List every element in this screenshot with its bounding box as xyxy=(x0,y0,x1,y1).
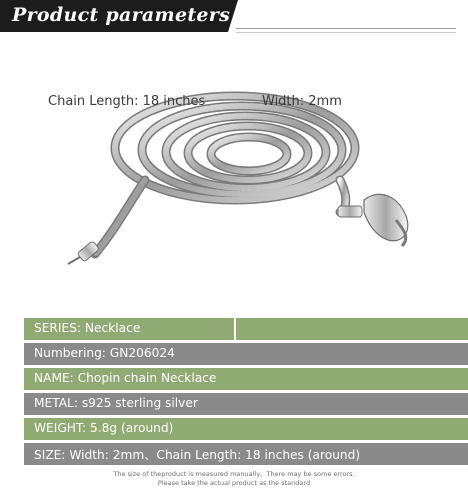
chain-necklace-image xyxy=(20,40,450,315)
row-weight xyxy=(24,418,468,440)
row-size xyxy=(24,443,468,465)
disclaimer-line-1: The size of theproduct is measured manually。There may be some errors. xyxy=(113,470,355,478)
parameters-table xyxy=(24,318,468,468)
disclaimer-line-2: Please take the actual product as the standard xyxy=(157,478,311,487)
page-title: Product parameters xyxy=(12,4,231,26)
weight-value: WEIGHT: 5.8g (around) xyxy=(34,421,174,435)
header-divider-lower xyxy=(236,32,456,33)
row-series xyxy=(24,318,468,340)
row-numbering xyxy=(24,343,468,365)
size-value: SIZE: Width: 2mm、Chain Length: 18 inches (around) xyxy=(34,448,361,462)
header xyxy=(0,0,468,34)
metal-value: METAL: s925 sterling silver xyxy=(34,396,198,410)
row-metal xyxy=(24,393,468,415)
numbering-value: Numbering: GN206024 xyxy=(34,346,175,360)
row-name xyxy=(24,368,468,390)
width-label: Width: 2mm xyxy=(262,94,342,109)
chain-length-label: Chain Length: 18 inches xyxy=(48,94,206,109)
name-value: NAME: Chopin chain Necklace xyxy=(34,371,217,385)
series-value: SERIES: Necklace xyxy=(34,321,141,335)
disclaimer xyxy=(0,470,468,487)
header-divider xyxy=(236,28,456,29)
